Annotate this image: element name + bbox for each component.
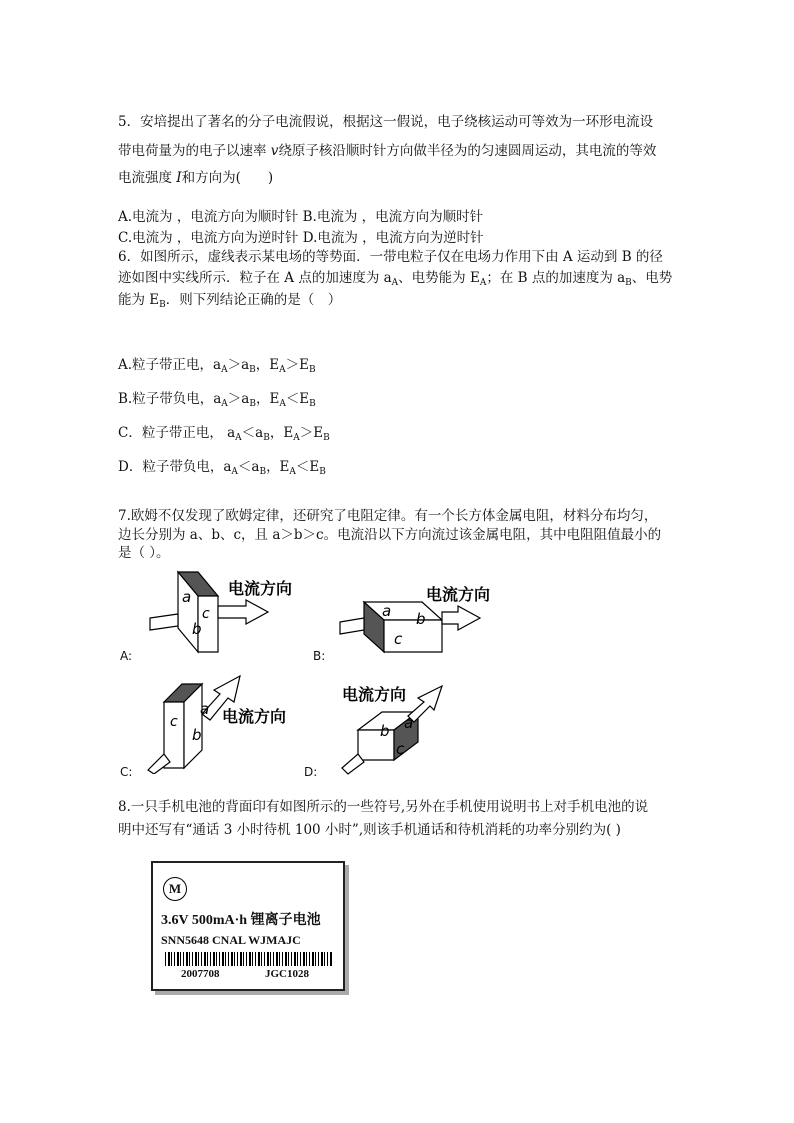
fig-b-b: b: [416, 610, 426, 628]
q5-line3: [118, 168, 273, 188]
opt-sub: B: [319, 467, 326, 477]
opt-text: ，E: [266, 459, 290, 475]
figure-a-label: A:: [120, 649, 133, 663]
opt-text: ＞a: [227, 357, 250, 373]
opt-text: B.粒子带负电，a: [118, 391, 222, 407]
battery-model: SNN5648 CNAL WJMAJC: [161, 933, 301, 947]
fig-a-b: b: [192, 620, 202, 638]
fig-d-c: c: [396, 740, 405, 758]
opt-sub: A: [289, 467, 296, 477]
battery-logo-icon: M: [163, 877, 187, 901]
opt-text: C．粒子带正电， a: [118, 425, 236, 441]
opt-sub: B: [263, 433, 270, 443]
opt-sub: A: [221, 399, 228, 409]
opt-sub: A: [279, 365, 286, 375]
q7-line2: 边长分别为 a、b、c，且 a＞b＞c。电流沿以下方向流过该金属电阻，其中电阻阻值最小的: [118, 527, 662, 543]
fig-a-a: a: [182, 588, 192, 606]
q6-sub: A: [391, 278, 399, 288]
q6-line3-a: 能为 E: [118, 292, 160, 308]
q5-line1: 5．安培提出了著名的分子电流假说，根据这一假说，电子绕核运动可等效为一环形电流设: [118, 114, 654, 130]
opt-text: D．粒子带负电，a: [118, 459, 232, 475]
battery-spec: 3.6V 500mA·h 锂离子电池: [161, 913, 321, 928]
q5-var-v: v: [270, 143, 279, 159]
q5-line2: [118, 141, 656, 161]
opt-sub: B: [323, 433, 330, 443]
opt-text: ＜E: [295, 459, 320, 475]
fig-b-a: a: [382, 602, 392, 620]
fig-b-c: c: [394, 630, 403, 648]
q5-options-ab: A.电流为 ，电流方向为顺时针 B.电流为 ，电流方向为顺时针: [118, 209, 484, 225]
figure-d-label: D:: [304, 765, 318, 779]
opt-text: ＞E: [285, 357, 309, 373]
q6-option-d: [118, 457, 326, 482]
q5-line2-b: 绕原子核沿顺时针方向做半径为的匀速圆周运动，其电流的等效: [278, 143, 657, 159]
fig-d-b: b: [380, 722, 390, 740]
q8-line2: 明中还写有“通话 3 小时待机 100 小时”,则该手机通话和待机消耗的功率分别约为( ): [118, 822, 621, 838]
q6-option-a: [118, 355, 316, 380]
opt-text: ＜E: [285, 391, 310, 407]
opt-sub: A: [221, 365, 228, 375]
q5-line3-a: 电流强度: [118, 170, 177, 186]
fig-c-b: b: [192, 726, 202, 744]
opt-text: ＜a: [241, 425, 264, 441]
opt-sub: A: [231, 467, 238, 477]
fig-c-current-label: 电流方向: [222, 707, 287, 726]
fig-a-current-label: 电流方向: [228, 579, 293, 598]
q5-options-cd: C.电流为 ，电流方向为逆时针 D.电流为 ，电流方向为逆时针: [118, 230, 484, 246]
fig-c-c: c: [170, 714, 178, 730]
figure-d: [336, 680, 526, 775]
fig-d-current-label: 电流方向: [342, 685, 407, 704]
q7-line3: 是（ ）。: [118, 545, 170, 561]
opt-sub: A: [279, 399, 286, 409]
opt-sub: B: [259, 467, 267, 477]
fig-d-a: a: [404, 714, 414, 732]
opt-sub: B: [309, 399, 316, 409]
q5-var-I: I: [176, 170, 182, 186]
q5-line3-b: 和方向为( ): [181, 170, 274, 186]
battery-code-right: JGC1028: [265, 968, 309, 980]
opt-sub: A: [293, 433, 300, 443]
q8-line1: 8.一只手机电池的背面印有如图所示的一些符号,另外在手机使用说明书上对手机电池的说: [118, 799, 649, 815]
q6-line3: [118, 290, 341, 315]
figure-c: [140, 674, 320, 774]
q6-line1: 6．如图所示，虚线表示某电场的等势面．一带电粒子仅在电场力作用下由 A 运动到 B 的径: [118, 249, 663, 265]
opt-text: ，E: [269, 425, 294, 441]
figure-b-label: B:: [313, 649, 326, 663]
barcode: [165, 952, 333, 966]
opt-sub: B: [249, 365, 256, 375]
opt-text: ，E: [255, 391, 280, 407]
q6-line2-a: 迹如图中实线所示．粒子在 A 点的加速度为 a: [118, 270, 392, 286]
q6-sub: B: [159, 300, 166, 310]
figure-a: [140, 568, 320, 658]
q6-line2-c: ；在 B 点的加速度为 a: [486, 270, 626, 286]
fig-b-current-label: 电流方向: [426, 585, 491, 604]
q6-option-c: [118, 423, 330, 448]
q7-line1: 7.欧姆不仅发现了欧姆定律，还研究了电阻定律。有一个长方体金属电阻，材料分布均匀，: [118, 508, 658, 524]
opt-text: ＞E: [299, 425, 324, 441]
opt-text: ＞a: [227, 391, 250, 407]
figure-b: [336, 582, 526, 662]
opt-text: ，E: [255, 357, 280, 373]
q6-line2-d: 、电势: [631, 270, 673, 286]
battery-code-left: 2007708: [181, 968, 220, 980]
opt-text: ＜a: [237, 459, 260, 475]
opt-sub: B: [309, 365, 316, 375]
opt-text: A.粒子带正电，a: [118, 357, 222, 373]
fig-c-a: a: [200, 700, 210, 718]
opt-sub: B: [249, 399, 256, 409]
fig-a-c: c: [202, 606, 210, 622]
battery-label: [151, 861, 345, 991]
q6-line2-b: 、电势能为 E: [398, 270, 480, 286]
q6-sub: B: [625, 278, 632, 288]
q5-line2-a: 带电荷量为的电子以速率: [118, 143, 271, 159]
opt-sub: A: [235, 433, 242, 443]
figure-c-label: C:: [120, 765, 133, 779]
q6-option-b: [118, 389, 316, 414]
q6-sub: A: [479, 278, 487, 288]
q6-line3-b: ．则下列结论正确的是（ ）: [165, 292, 342, 308]
